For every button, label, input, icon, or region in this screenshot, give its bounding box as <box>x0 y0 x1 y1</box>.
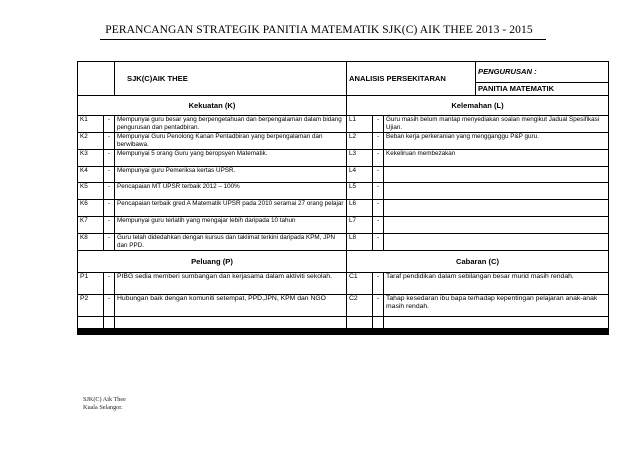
k-code: K8 <box>78 234 104 251</box>
l-code: L5 <box>347 183 373 200</box>
k-text: Pencapaian MT UPSR terbaik 2012 – 100% <box>115 183 347 200</box>
school-name: SJK(C)AIK THEE <box>115 62 347 96</box>
table-row <box>78 295 609 317</box>
k-code: K7 <box>78 217 104 234</box>
kelemahan-heading: Kelemahan (L) <box>347 96 609 116</box>
header-underline <box>100 39 546 40</box>
k-dash: - <box>104 150 115 167</box>
k-dash: - <box>104 234 115 251</box>
table-row <box>78 133 609 150</box>
c-code: C2 <box>347 295 373 317</box>
cabaran-heading: Cabaran (C) <box>347 251 609 273</box>
l-text <box>384 200 609 217</box>
l-text: Kekeliruan membezakan <box>384 150 609 167</box>
kekuatan-heading: Kekuatan (K) <box>78 96 347 116</box>
analysis-table <box>77 61 609 335</box>
p-code: P1 <box>78 273 104 295</box>
l-text: Guru masih belum mantap menyediakan soalan mengikut Jadual Spesifikasi Ujian. <box>384 116 609 133</box>
k-code: K1 <box>78 116 104 133</box>
k-text: Mempunyai guru besar yang berpengetahuan dan berpengalaman dalam bidang pengurusan dan pentadbiran. <box>115 116 347 133</box>
footer-location: Kuala Selangor. <box>83 404 123 412</box>
k-dash: - <box>104 183 115 200</box>
pengurusan-label: PENGURUSAN : <box>476 62 609 83</box>
l-text <box>384 217 609 234</box>
l-code: L1 <box>347 116 373 133</box>
p-dash: - <box>104 273 115 295</box>
l-code: L3 <box>347 150 373 167</box>
l-dash: - <box>373 217 384 234</box>
table-row <box>78 183 609 200</box>
k-dash: - <box>104 200 115 217</box>
top-left-spacer <box>78 62 115 96</box>
k-text: Mempunyai Guru Penolong Kanan Pentadbiran yang berpengalaman dan berwibawa. <box>115 133 347 150</box>
p-code: P2 <box>78 295 104 317</box>
table-row <box>78 217 609 234</box>
l-code: L2 <box>347 133 373 150</box>
l-dash: - <box>373 234 384 251</box>
table-row <box>78 150 609 167</box>
p-text: Hubungan baik dengan komuniti setempat, PPD,JPN, KPM dan NGO <box>115 295 347 317</box>
c-text: Tahap kesedaran ibu bapa terhadap kepentingan pelajaran anak-anak masih rendah. <box>384 295 609 317</box>
k-code: K3 <box>78 150 104 167</box>
footer <box>83 396 126 413</box>
k-code: K5 <box>78 183 104 200</box>
k-code: K2 <box>78 133 104 150</box>
page-header-title: PERANCANGAN STRATEGIK PANITIA MATEMATIK SJK(C) AIK THEE 2013 - 2015 <box>105 24 533 36</box>
k-text: Pencapaian terbaik gred A Matematik UPSR pada 2010 seramai 27 orang pelajar <box>115 200 347 217</box>
l-code: L4 <box>347 167 373 183</box>
peluang-heading: Peluang (P) <box>78 251 347 273</box>
analysis-title: ANALISIS PERSEKITARAN <box>347 62 476 96</box>
c-text: Taraf pendidikan dalam sebilangan besar murid masih rendah. <box>384 273 609 295</box>
k-text: Mempunyai guru terlatih yang mengajar lebih daripada 10 tahun <box>115 217 347 234</box>
l-dash: - <box>373 167 384 183</box>
k-dash: - <box>104 116 115 133</box>
l-text <box>384 167 609 183</box>
table-row <box>78 167 609 183</box>
l-code: L8 <box>347 234 373 251</box>
table-row <box>78 200 609 217</box>
k-text: Mempunyai guru Pemeriksa kertas UPSR. <box>115 167 347 183</box>
k-dash: - <box>104 133 115 150</box>
c-dash: - <box>373 273 384 295</box>
p-text: PIBG sedia memberi sumbangan dan kerjasama dalam aktiviti sekolah. <box>115 273 347 295</box>
k-text: Mempunyai 5 orang Guru yang beropsyen Matematik. <box>115 150 347 167</box>
l-dash: - <box>373 200 384 217</box>
c-dash: - <box>373 295 384 317</box>
k-text: Guru telah didedahkan dengan kursus dan taklimat terkini daripada KPM, JPN dan PPD. <box>115 234 347 251</box>
k-code: K6 <box>78 200 104 217</box>
k-dash: - <box>104 167 115 183</box>
table-row <box>78 116 609 133</box>
l-text <box>384 234 609 251</box>
p-dash: - <box>104 295 115 317</box>
l-code: L7 <box>347 217 373 234</box>
table-bottom-bar <box>78 329 609 335</box>
l-dash: - <box>373 150 384 167</box>
c-code: C1 <box>347 273 373 295</box>
k-code: K4 <box>78 167 104 183</box>
l-dash: - <box>373 183 384 200</box>
pengurusan-value: PANITIA MATEMATIK <box>476 83 609 96</box>
l-dash: - <box>373 133 384 150</box>
footer-school: SJK(C) Aik Thee <box>83 396 126 403</box>
l-dash: - <box>373 116 384 133</box>
table-row-empty <box>78 317 609 329</box>
table-row <box>78 234 609 251</box>
l-text <box>384 183 609 200</box>
l-code: L6 <box>347 200 373 217</box>
k-dash: - <box>104 217 115 234</box>
l-text: Beban kerja perkeranian yang mengganggu P&P guru. <box>384 133 609 150</box>
table-row <box>78 273 609 295</box>
